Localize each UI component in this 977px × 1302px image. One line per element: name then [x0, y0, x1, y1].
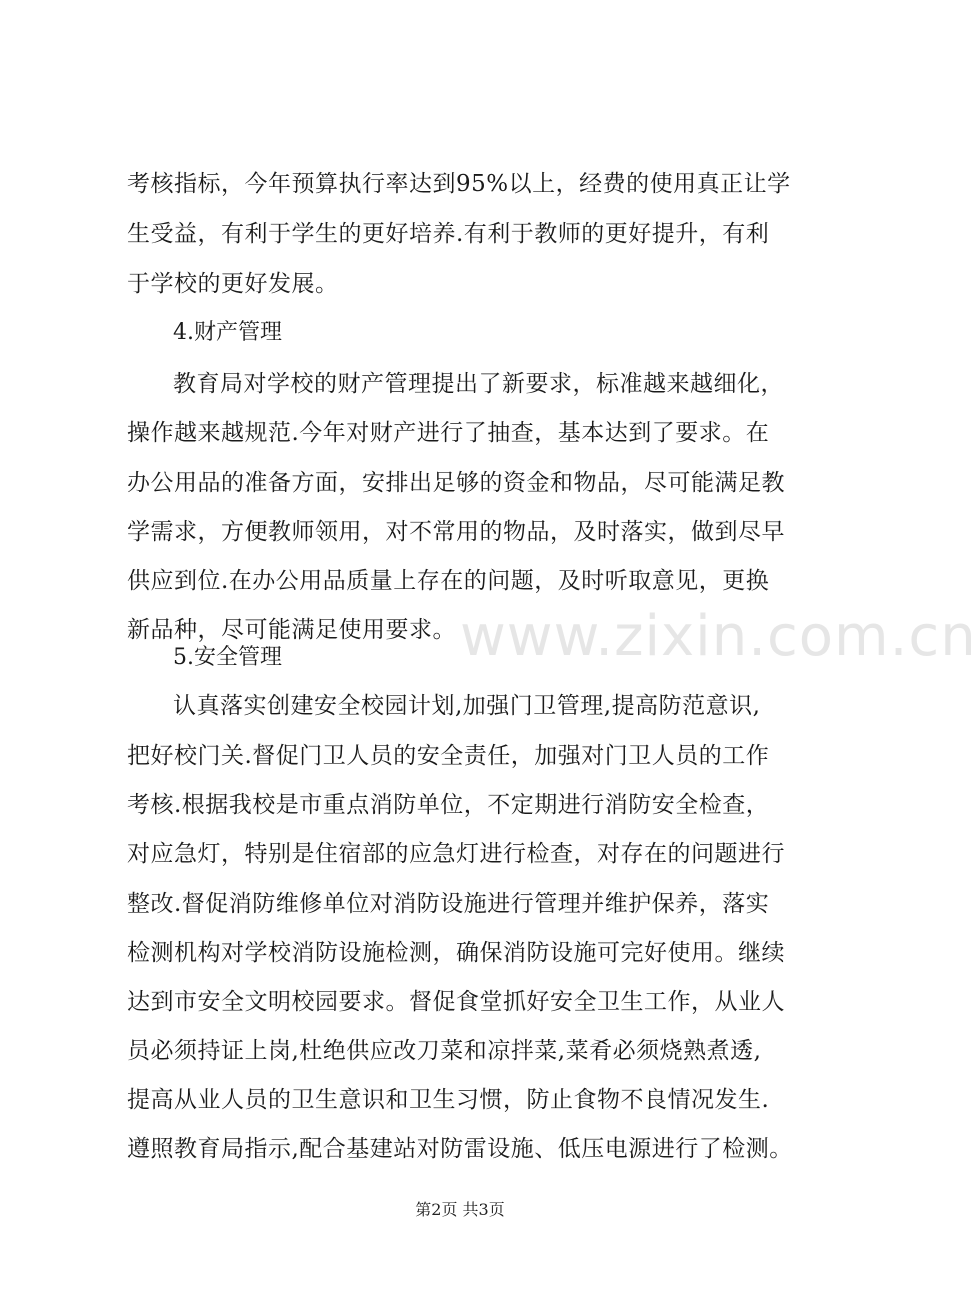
page-footer: 第2页 共3页	[415, 1200, 505, 1219]
paragraph-line: 遵照教育局指示,配合基建站对防雷设施、低压电源进行了检测。	[127, 1136, 793, 1162]
paragraph-line: 新品种，尽可能满足使用要求。	[127, 617, 456, 643]
paragraph-line: 考核指标，今年预算执行率达到95%以上，经费的使用真正让学	[127, 171, 791, 197]
paragraph-line: 提高从业人员的卫生意识和卫生习惯，防止食物不良情况发生.	[127, 1087, 770, 1113]
paragraph-line: 操作越来越规范.今年对财产进行了抽查，基本达到了要求。在	[127, 420, 770, 446]
paragraph-line: 整改.督促消防维修单位对消防设施进行管理并维护保养，落实	[127, 891, 770, 917]
paragraph-line: 考核.根据我校是市重点消防单位，不定期进行消防安全检查，	[127, 792, 770, 818]
paragraph-line: 检测机构对学校消防设施检测，确保消防设施可完好使用。继续	[127, 940, 785, 966]
paragraph-line: 把好校门关.督促门卫人员的安全责任，加强对门卫人员的工作	[127, 743, 770, 769]
section-heading-4: 4.财产管理	[173, 320, 282, 345]
paragraph-line: 供应到位.在办公用品质量上存在的问题，及时听取意见，更换	[127, 568, 770, 594]
paragraph-line: 生受益，有利于学生的更好培养.有利于教师的更好提升，有利	[127, 221, 770, 247]
paragraph-line: 于学校的更好发展。	[127, 271, 339, 297]
section-heading-5: 5.安全管理	[173, 645, 282, 670]
paragraph-line: 教育局对学校的财产管理提出了新要求，标准越来越细化，	[173, 371, 784, 397]
watermark: www.zixin.com.cn	[460, 604, 977, 669]
paragraph-line: 认真落实创建安全校园计划,加强门卫管理,提高防范意识,	[173, 693, 761, 719]
paragraph-line: 对应急灯，特别是住宿部的应急灯进行检查，对存在的问题进行	[127, 841, 785, 867]
paragraph-line: 办公用品的准备方面，安排出足够的资金和物品，尽可能满足教	[127, 470, 785, 496]
paragraph-line: 员必须持证上岗,杜绝供应改刀菜和凉拌菜,菜肴必须烧熟煮透,	[127, 1038, 762, 1064]
paragraph-line: 达到市安全文明校园要求。督促食堂抓好安全卫生工作，从业人	[127, 989, 785, 1015]
paragraph-line: 学需求，方便教师领用，对不常用的物品，及时落实，做到尽早	[127, 519, 785, 545]
